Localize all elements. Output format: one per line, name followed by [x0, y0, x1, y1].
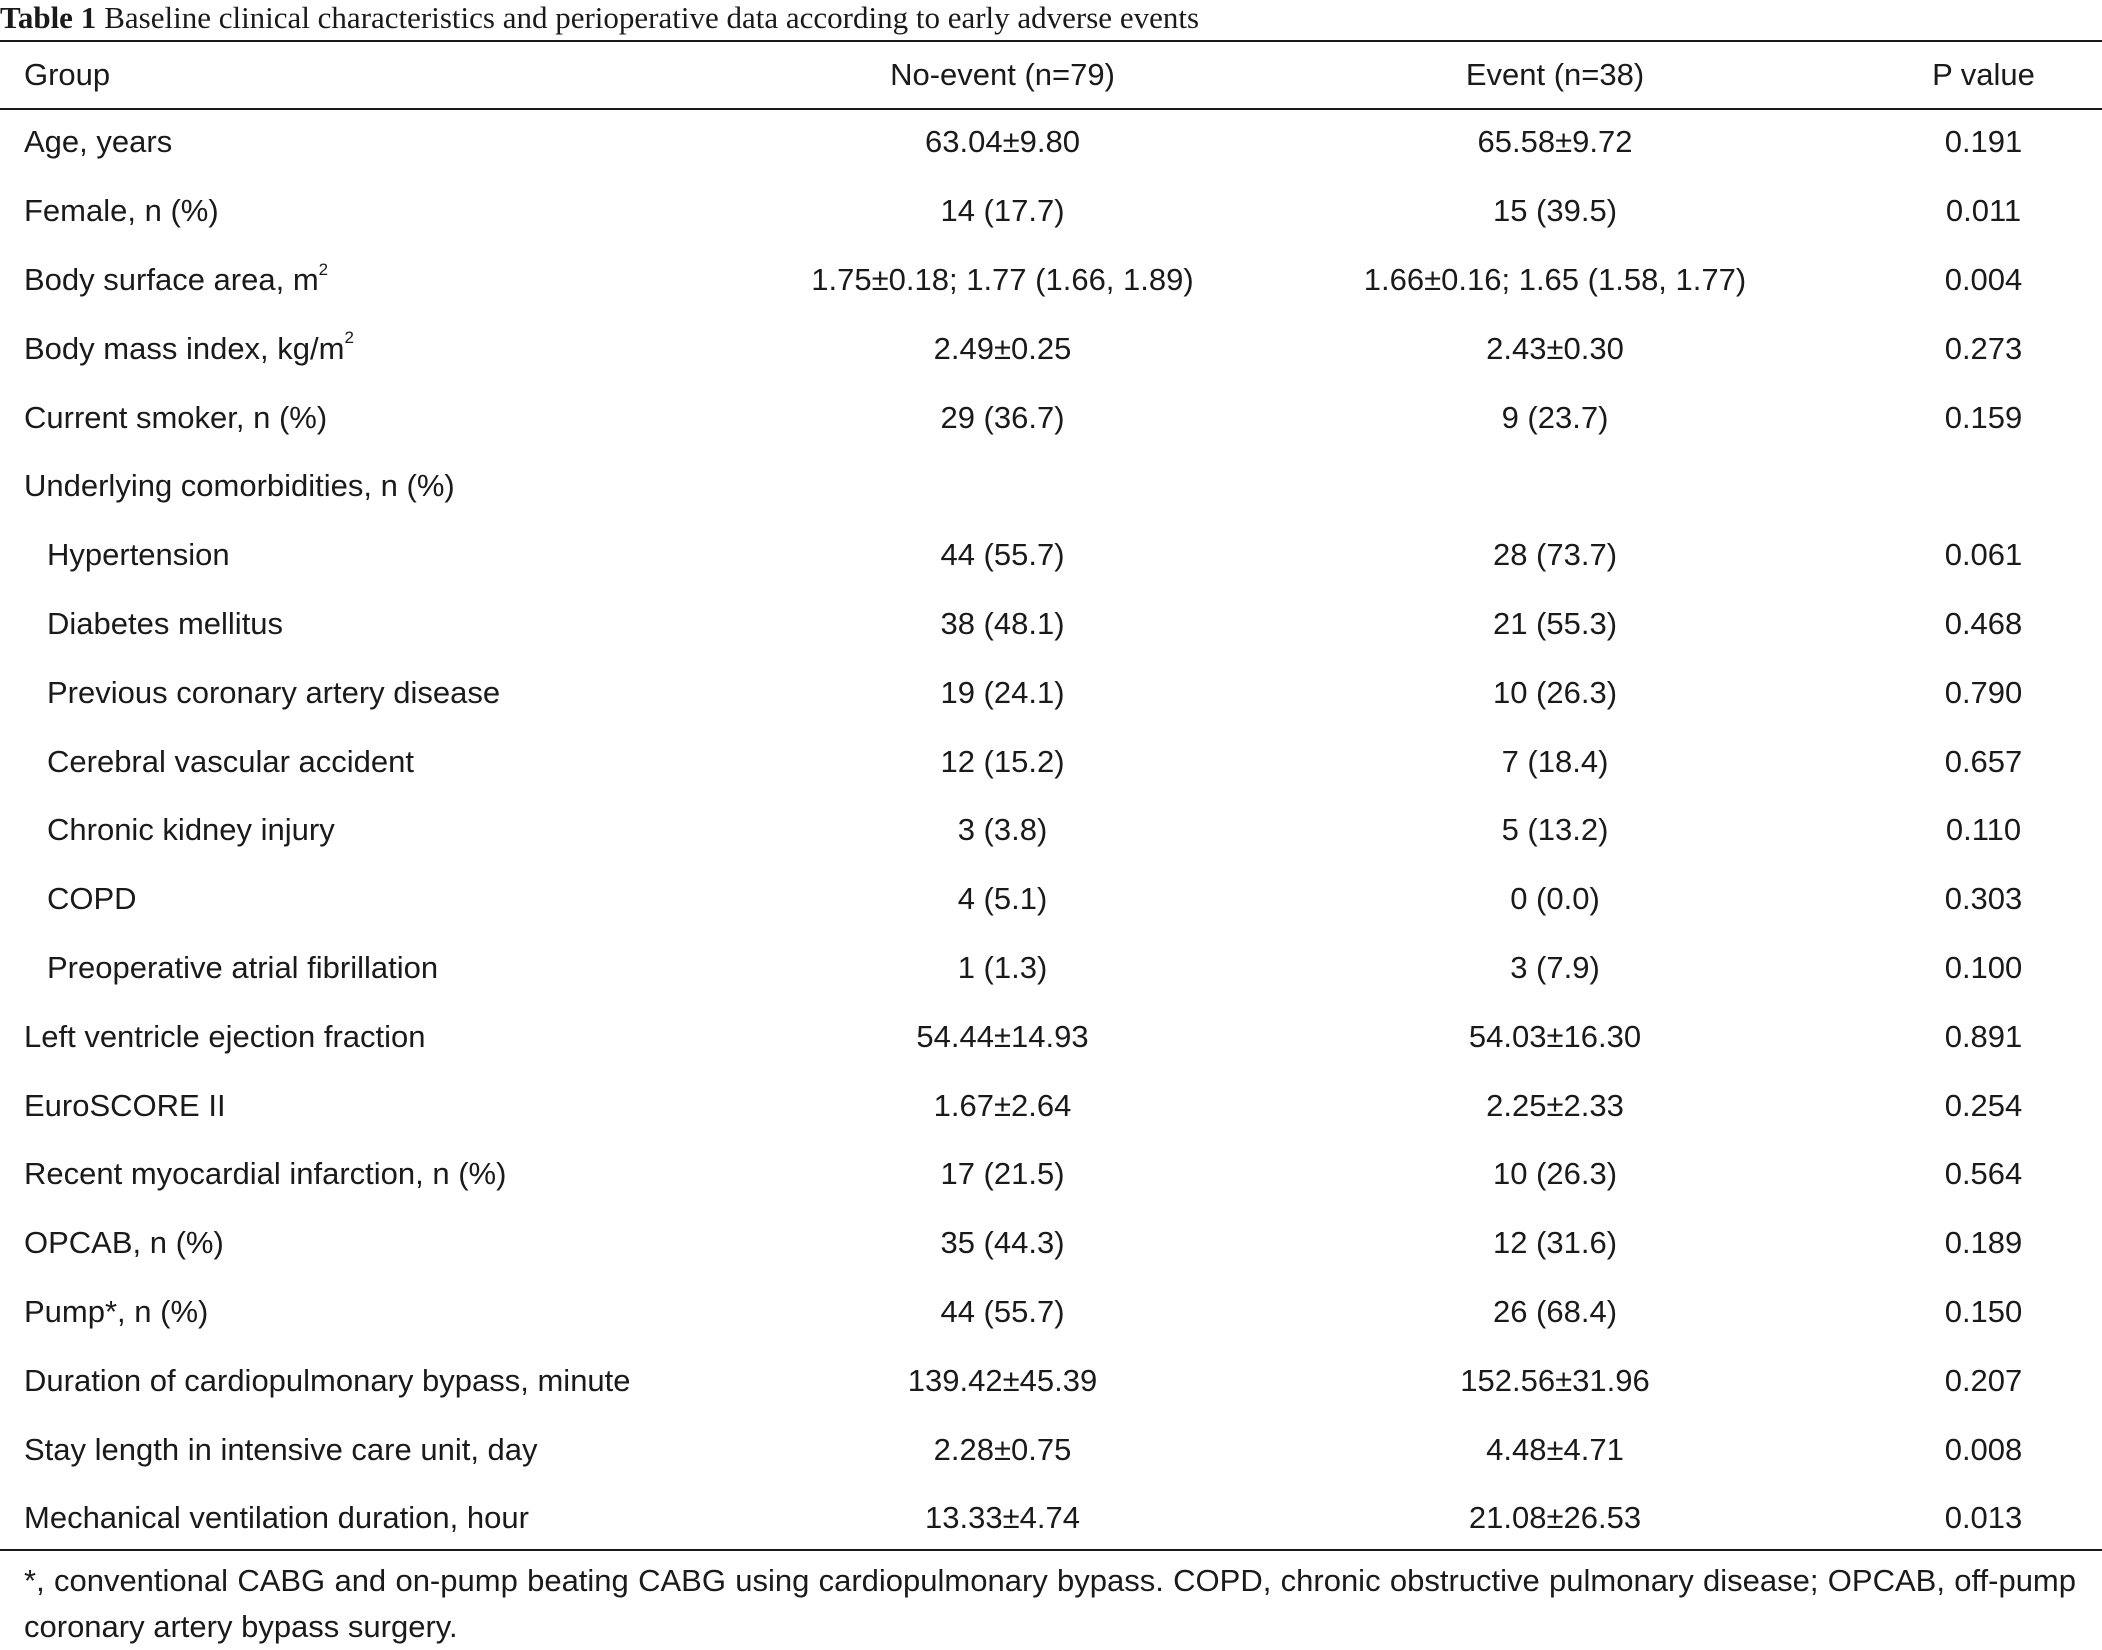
- cell-no-event: 2.28±0.75: [933, 1431, 1072, 1467]
- cell-no-event: 14 (17.7): [940, 193, 1065, 229]
- row-label: [0, 246, 760, 315]
- table-row: [0, 1415, 2102, 1484]
- row-label: [0, 590, 760, 659]
- table-row: [0, 383, 2102, 452]
- row-label-superscript: 2: [344, 328, 354, 348]
- row-label-text: COPD: [47, 881, 137, 917]
- row-label-text: Underlying comorbidities, n (%): [24, 468, 455, 504]
- cell-event: 2.25±2.33: [1486, 1087, 1624, 1123]
- cell-p-value: 0.110: [1945, 812, 2022, 848]
- cell-p-value: 0.790: [1944, 674, 2023, 710]
- row-label-text: Pump*, n (%): [24, 1293, 209, 1329]
- cell-event: 10 (26.3): [1492, 1156, 1618, 1192]
- row-label: [0, 1002, 760, 1071]
- cell-p-value: 0.061: [1944, 537, 2023, 573]
- table-row: [0, 314, 2102, 383]
- cell-no-event: 29 (36.7): [940, 399, 1065, 435]
- table-row: [0, 521, 2102, 590]
- cell-p-value: 0.013: [1944, 1500, 2023, 1536]
- row-label: [0, 934, 760, 1003]
- cell-p-value: 0.100: [1944, 949, 2023, 985]
- cell-event: 12 (31.6): [1492, 1225, 1618, 1261]
- table-row: [0, 246, 2102, 315]
- row-label: [0, 1140, 760, 1209]
- row-label-text: Body mass index, kg/m: [24, 330, 345, 366]
- cell-event: 65.58±9.72: [1477, 124, 1633, 160]
- cell-no-event: 1 (1.3): [957, 949, 1048, 985]
- row-label-superscript: 2: [318, 259, 329, 279]
- row-label-text: Current smoker, n (%): [24, 399, 328, 435]
- cell-event: 2.43±0.30: [1486, 330, 1624, 366]
- cell-event: 26 (68.4): [1492, 1293, 1618, 1329]
- cell-event: [1245, 452, 1865, 521]
- table-row: [0, 658, 2102, 727]
- table-row: [0, 1140, 2102, 1209]
- cell-no-event: 38 (48.1): [940, 605, 1065, 641]
- table-caption: [0, 0, 1199, 36]
- cell-no-event: 2.49±0.25: [933, 330, 1072, 366]
- row-label-text: Age, years: [24, 124, 173, 160]
- cell-event: 21.08±26.53: [1468, 1500, 1642, 1536]
- table-row: [0, 590, 2102, 659]
- cell-p-value: 0.657: [1944, 743, 2023, 779]
- row-label: [0, 727, 760, 796]
- row-label: [0, 865, 760, 934]
- cell-no-event: 17 (21.5): [940, 1156, 1065, 1192]
- row-label: [0, 1278, 760, 1347]
- row-label: [0, 1209, 760, 1278]
- cell-no-event: 54.44±14.93: [916, 1018, 1089, 1054]
- cell-event: 54.03±16.30: [1468, 1018, 1642, 1054]
- row-label-text: Previous coronary artery disease: [47, 674, 501, 710]
- cell-p-value: 0.189: [1944, 1225, 2023, 1261]
- table-row: [0, 796, 2102, 865]
- row-label-text: Diabetes mellitus: [47, 605, 284, 641]
- cell-no-event: 44 (55.7): [940, 537, 1065, 573]
- cell-p-value: 0.468: [1944, 605, 2023, 641]
- cell-no-event: 35 (44.3): [940, 1225, 1065, 1261]
- row-label: [0, 177, 760, 246]
- row-label: [0, 383, 760, 452]
- table-row: [0, 1484, 2102, 1553]
- row-label: [0, 108, 760, 177]
- cell-p-value: 0.011: [1945, 193, 2022, 229]
- row-label: [0, 796, 760, 865]
- cell-p-value: 0.303: [1944, 881, 2023, 917]
- row-label-text: Left ventricle ejection fraction: [24, 1018, 426, 1054]
- row-label: [0, 1415, 760, 1484]
- table-caption-label: Table 1: [0, 0, 97, 35]
- cell-event: 21 (55.3): [1492, 605, 1618, 641]
- table-bottom-rule: [0, 1549, 2102, 1551]
- cell-event: 10 (26.3): [1492, 674, 1618, 710]
- row-label-text: Chronic kidney injury: [47, 812, 335, 848]
- row-label-text: Body surface area, m: [24, 261, 319, 297]
- row-label: [0, 658, 760, 727]
- row-label-text: Recent myocardial infarction, n (%): [24, 1156, 507, 1192]
- cell-p-value: 0.150: [1944, 1293, 2023, 1329]
- cell-event: 1.66±0.16; 1.65 (1.58, 1.77): [1363, 261, 1747, 297]
- row-label-text: Stay length in intensive care unit, day: [24, 1431, 538, 1467]
- row-label-text: Female, n (%): [24, 193, 219, 229]
- row-label: [0, 452, 760, 521]
- row-label-text: Mechanical ventilation duration, hour: [24, 1500, 529, 1536]
- header-group: Group: [24, 57, 111, 92]
- row-label: [0, 1071, 760, 1140]
- cell-event: 28 (73.7): [1492, 537, 1618, 573]
- row-label: [0, 1484, 760, 1553]
- cell-event: 4.48±4.71: [1486, 1431, 1624, 1467]
- table-row: [0, 934, 2102, 1003]
- table-row: [0, 1209, 2102, 1278]
- cell-p-value: 0.273: [1944, 330, 2023, 366]
- cell-event: 15 (39.5): [1492, 193, 1618, 229]
- row-label-text: Cerebral vascular accident: [47, 743, 415, 779]
- row-label-text: Duration of cardiopulmonary bypass, minute: [24, 1362, 631, 1398]
- table-row: [0, 177, 2102, 246]
- cell-event: 3 (7.9): [1510, 949, 1600, 985]
- cell-event: 5 (13.2): [1501, 812, 1609, 848]
- table-body: [0, 108, 2102, 1553]
- cell-event: 7 (18.4): [1501, 743, 1609, 779]
- cell-p-value: 0.564: [1944, 1156, 2023, 1192]
- cell-no-event: 139.42±45.39: [907, 1362, 1098, 1398]
- row-label: [0, 314, 760, 383]
- row-label: [0, 1346, 760, 1415]
- header-no-event: No-event (n=79): [890, 57, 1115, 92]
- header-p-value: P value: [1932, 57, 2035, 92]
- cell-no-event: 3 (3.8): [957, 812, 1048, 848]
- table-footnote: *, conventional CABG and on-pump beating CABG using cardiopulmonary bypass. COPD, chronic obstructive pulmonary disease; OPCAB, off-pump coronary artery bypass surgery.: [24, 1563, 2076, 1644]
- baseline-characteristics-table: [0, 42, 2102, 1553]
- table-row: [0, 1071, 2102, 1140]
- table-row: [0, 865, 2102, 934]
- cell-p-value: 0.254: [1944, 1087, 2023, 1123]
- cell-p-value: 0.159: [1944, 399, 2023, 435]
- table-row: [0, 1346, 2102, 1415]
- cell-no-event: 44 (55.7): [940, 1293, 1065, 1329]
- cell-no-event: 1.67±2.64: [933, 1087, 1072, 1123]
- table-row: [0, 1278, 2102, 1347]
- cell-no-event: 1.75±0.18; 1.77 (1.66, 1.89): [811, 261, 1194, 297]
- table-row: [0, 1002, 2102, 1071]
- cell-no-event: [760, 452, 1245, 521]
- row-label: [0, 521, 760, 590]
- cell-p-value: 0.207: [1944, 1362, 2023, 1398]
- cell-p-value: [1865, 452, 2102, 521]
- cell-p-value: 0.004: [1944, 261, 2023, 297]
- table-row: [0, 452, 2102, 521]
- row-label-text: Hypertension: [47, 537, 230, 573]
- cell-no-event: 19 (24.1): [940, 674, 1065, 710]
- row-label-text: EuroSCORE II: [24, 1087, 226, 1123]
- cell-no-event: 13.33±4.74: [925, 1500, 1080, 1536]
- cell-no-event: 63.04±9.80: [925, 124, 1080, 160]
- cell-p-value: 0.008: [1944, 1431, 2023, 1467]
- row-label-text: OPCAB, n (%): [24, 1225, 224, 1261]
- cell-p-value: 0.891: [1944, 1018, 2023, 1054]
- cell-event: 0 (0.0): [1510, 881, 1600, 917]
- cell-event: 9 (23.7): [1501, 399, 1609, 435]
- row-label-text: Preoperative atrial fibrillation: [47, 949, 439, 985]
- header-event: Event (n=38): [1465, 57, 1645, 92]
- cell-no-event: 12 (15.2): [940, 743, 1065, 779]
- table-caption-text: Baseline clinical characteristics and perioperative data according to early adverse events: [104, 0, 1200, 35]
- table-row: [0, 727, 2102, 796]
- cell-p-value: 0.191: [1944, 124, 2023, 160]
- cell-no-event: 4 (5.1): [957, 881, 1048, 917]
- cell-event: 152.56±31.96: [1460, 1362, 1650, 1398]
- table-header-row: [0, 42, 2102, 108]
- table-row: [0, 108, 2102, 177]
